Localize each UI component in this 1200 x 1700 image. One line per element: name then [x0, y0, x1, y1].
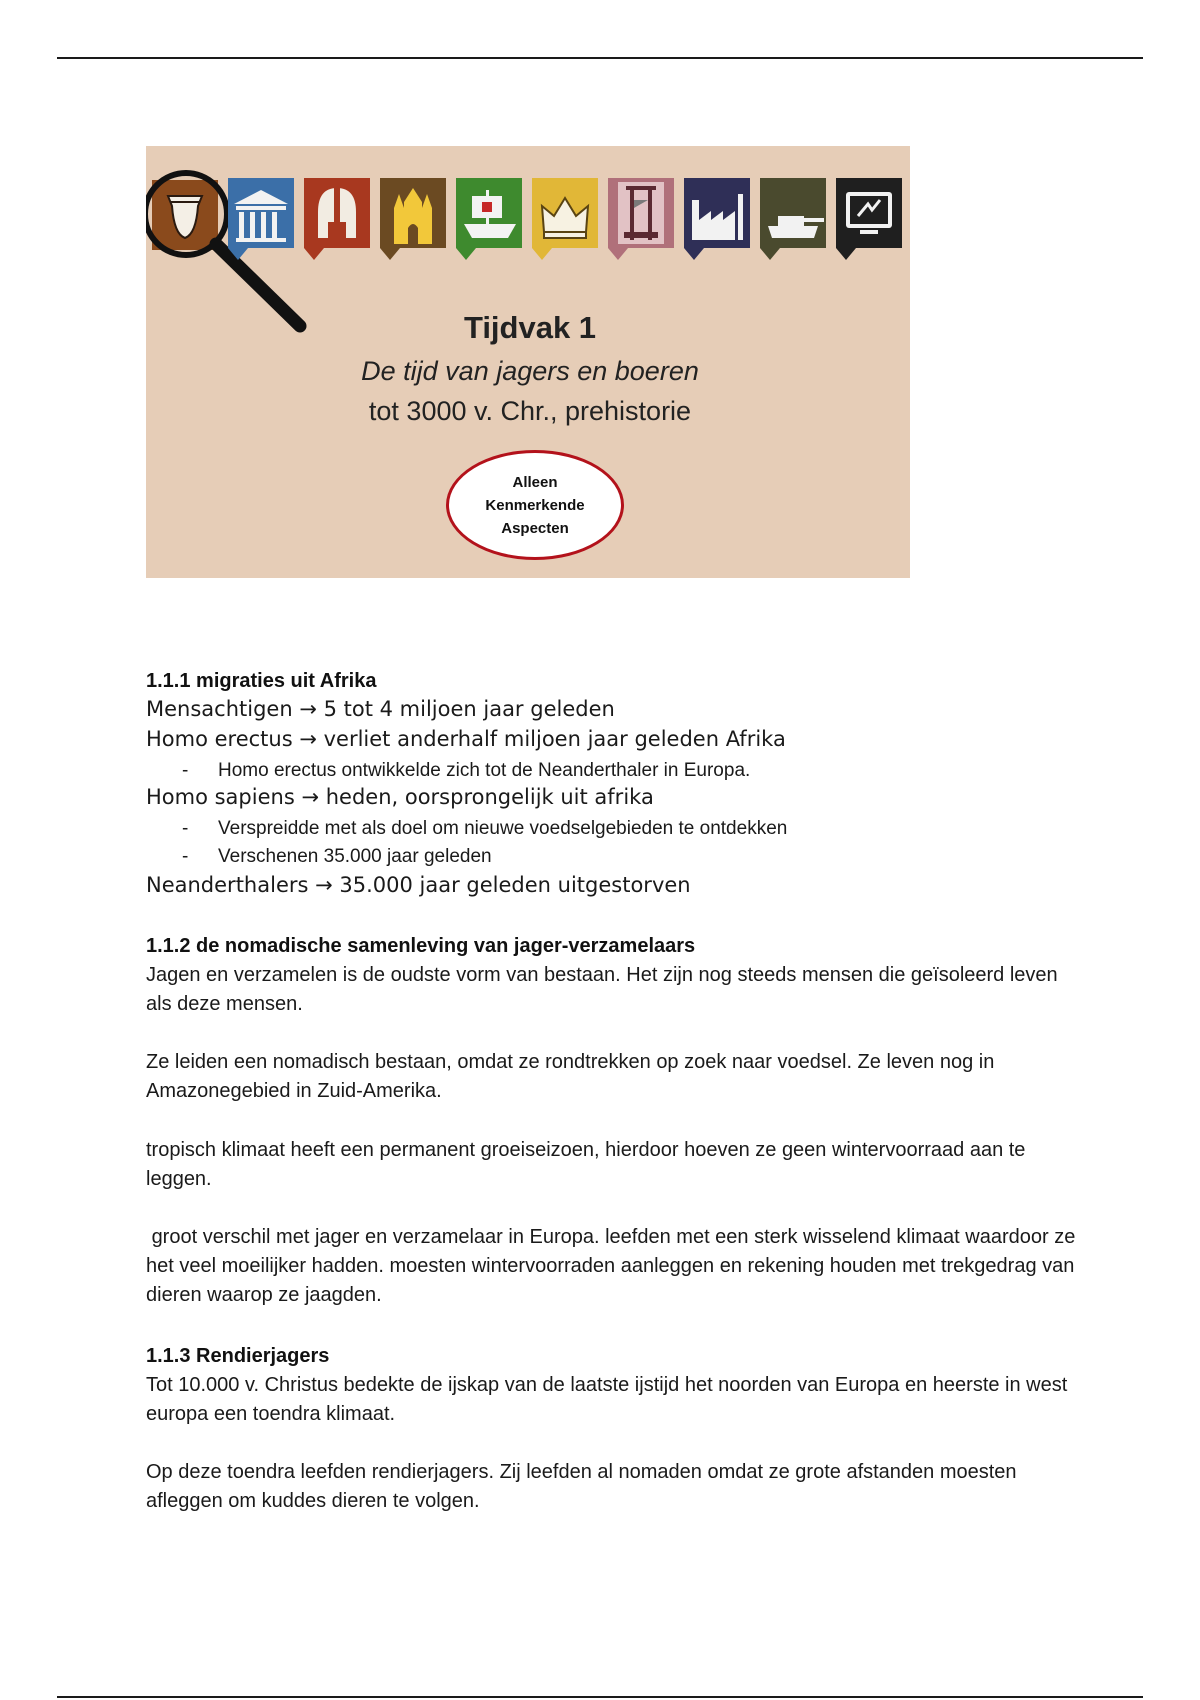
- bullet-neanderthaler: Homo erectus ontwikkelde zich tot de Neanderthaler in Europa.: [218, 760, 751, 781]
- knight-helmet-icon: [304, 178, 370, 260]
- crown-icon: [532, 178, 598, 260]
- bullet-dash: -: [182, 818, 189, 839]
- banner-title: Tijdvak 1: [463, 310, 597, 345]
- bullet-verspreidde: Verspreidde met als doel om nieuwe voedselgebieden te ontdekken: [218, 818, 788, 839]
- tank-icon: [760, 178, 826, 260]
- bullet-dash: -: [182, 760, 189, 781]
- paragraph-europa-verschil: groot verschil met jager en verzamelaar in Europa. leefden met een sterk wisselend klimaat waardoor ze het veel moeilijker hadden. moesten wintervoorraden aanleggen en rekening houden met trekgedrag van dieren waarop ze jaagden.: [146, 1226, 1081, 1306]
- badge-line-3: Aspecten: [501, 519, 569, 537]
- paragraph-nomadisch-bestaan: Ze leiden een nomadisch bestaan, omdat ze rondtrekken op zoek naar voedsel. Ze leven nog in Amazonegebied in Zuid-Amerika.: [146, 1051, 995, 1102]
- line-homo-sapiens: Homo sapiens → heden, oorsprongelijk uit afrika: [146, 785, 654, 809]
- badge-line-1: Alleen: [512, 473, 558, 491]
- banner-subtitle: De tijd van jagers en boeren: [361, 356, 699, 386]
- top-rule: [57, 57, 1143, 59]
- bullet-dash: -: [182, 846, 189, 867]
- television-icon: [836, 178, 902, 260]
- temple-icon: [228, 178, 294, 260]
- guillotine-icon: [608, 178, 674, 260]
- line-homo-erectus: Homo erectus → verliet anderhalf miljoen jaar geleden Afrika: [146, 727, 786, 751]
- line-neanderthalers: Neanderthalers → 35.000 jaar geleden uitgestorven: [146, 873, 691, 897]
- section-heading-1-1-3: 1.1.3 Rendierjagers: [146, 1345, 330, 1367]
- factory-icon: [684, 178, 750, 260]
- banner-period: tot 3000 v. Chr., prehistorie: [368, 396, 692, 426]
- bottom-rule: [57, 1696, 1143, 1698]
- paragraph-rendierjagers: Op deze toendra leefden rendierjagers. Zij leefden al nomaden omdat ze grote afstanden moesten afleggen om kuddes dieren te volgen.: [146, 1461, 1017, 1512]
- section-heading-1-1-2: 1.1.2 de nomadische samenleving van jager-verzamelaars: [146, 935, 696, 957]
- line-mensachtigen: Mensachtigen → 5 tot 4 miljoen jaar geleden: [146, 697, 615, 721]
- section-heading-1-1-1: 1.1.1 migraties uit Afrika: [146, 670, 377, 692]
- badge-line-2: Kenmerkende: [485, 496, 585, 514]
- kenmerkende-aspecten-badge: [446, 450, 624, 560]
- cathedral-icon: [380, 178, 446, 260]
- ship-icon: [456, 178, 522, 260]
- paragraph-oudste-vorm: Jagen en verzamelen is de oudste vorm van bestaan. Het zijn nog steeds mensen die geïsoleerd leven als deze mensen.: [146, 964, 1058, 1015]
- paragraph-ijskap: Tot 10.000 v. Christus bedekte de ijskap van de laatste ijstijd het noorden van Europa en heerste in west europa een toendra klimaat.: [146, 1374, 1068, 1425]
- bullet-verschenen: Verschenen 35.000 jaar geleden: [218, 846, 492, 867]
- pottery-icon: [152, 180, 218, 250]
- paragraph-tropisch-klimaat: tropisch klimaat heeft een permanent groeiseizoen, hierdoor hoeven ze geen wintervoorraad aan te leggen.: [146, 1139, 1026, 1190]
- era-banner: [146, 146, 910, 578]
